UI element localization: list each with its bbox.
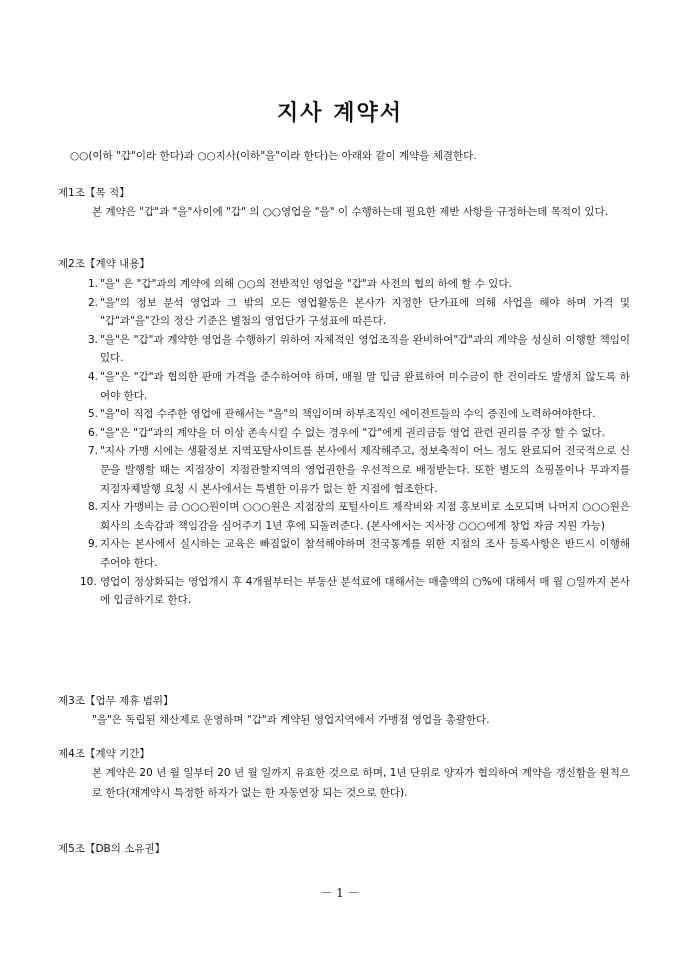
item-text: 지사는 본사에서 실시하는 교육은 빠짐없이 참석해야하며 전국통계를 위한 지점의 조사 등록사항은 반드시 이행해 주어야 한다. <box>100 538 630 569</box>
list-item <box>58 275 630 294</box>
item-number: 4. <box>88 370 99 383</box>
article-4-heading: 제4조【계약 기간】 <box>58 748 150 760</box>
article-3-heading: 제3조【업무 제휴 범위】 <box>58 695 174 707</box>
article-5 <box>58 840 630 858</box>
item-text: "을"의 정보 분석 영업과 그 밖의 모든 영업활동은 본사가 지정한 단가표에 의해 사업을 해야 하며 가격 및 "갑"과"을"간의 정산 기준은 별첨의 영업단가 구성표에 따른다. <box>100 296 630 328</box>
list-item <box>58 331 630 368</box>
list-item <box>58 573 630 610</box>
item-number: 2. <box>88 296 99 309</box>
list-item <box>58 424 630 443</box>
document-title: 지사 계약서 <box>277 101 403 126</box>
list-item <box>58 294 630 331</box>
item-text: "을"은 "갑"과 계약한 영업을 수행하기 위하여 자체적인 영업조직을 완비하여"갑"과의 계약을 성실히 이행할 책임이 있다. <box>100 333 630 365</box>
list-item <box>58 498 630 535</box>
list-item <box>58 535 630 572</box>
article-4-text: 본 계약은 20 년 월 일부터 20 년 월 일까지 유효한 것으로 하며, 1년 단위로 양자가 협의하여 계약을 갱신함을 원칙으로 한다(재계약시 특정한 하자가 없는 한 자동연장 되는 것으로 한다). <box>92 767 630 799</box>
item-text: "을"은 "갑"과의 계약을 더 이상 존속시킬 수 없는 경우에 "갑"에게 권리금등 영업 관련 권리를 주장 할 수 없다. <box>100 426 605 439</box>
item-text: "을" 은 "갑"과의 계약에 의해 ○○의 전반적인 영업을 "갑"과 사전의 협의 하에 할 수 있다. <box>100 278 512 290</box>
page-number: － 1 － <box>320 886 360 900</box>
list-item <box>58 368 630 405</box>
article-5-heading: 제5조【DB의 소유권】 <box>58 843 166 855</box>
item-number: 3. <box>88 333 99 346</box>
article-1-text: 본 계약은 "갑"과 "을"사이에 "갑" 의 ○○영업을 "을" 이 수행하는데 필요한 제반 사항을 규정하는데 목적이 있다. <box>92 206 609 218</box>
article-2-heading: 제2조【계약 내용】 <box>58 258 150 270</box>
list-item <box>58 405 630 424</box>
item-text: 영업이 정상화되는 영업개시 후 4개월부터는 부동산 분석료에 대해서는 매출액의 ○%에 대해서 매 월 ○일까지 본사에 입금하기로 한다. <box>100 575 630 607</box>
item-text: "지사 가맹 시에는 생활정보 지역포탈사이트를 본사에서 제작해주고, 정보축적이 어느 정도 완료되어 전국적으로 신문을 발행할 때는 지점장이 지점관할지역의 영업권한을 우선적으로 배정받는다. 또한 별도의 쇼핑몰이나 무과지를 지점자체발행 요청 시 본사에서는 특별한 이유가 없는 한 지점에 협조한다. <box>100 445 630 495</box>
article-4 <box>58 745 630 803</box>
item-number: 6. <box>88 426 99 439</box>
item-number: 7. <box>88 445 99 458</box>
article-3-text: "을"은 독립된 채산제로 운영하며 "갑"과 계약된 영업지역에서 가맹점 영업을 총괄한다. <box>92 714 490 726</box>
list-item <box>58 442 630 498</box>
article-1-heading: 제1조【목 적】 <box>58 187 130 199</box>
item-number: 9. <box>88 538 99 551</box>
article-2-list <box>58 275 630 610</box>
item-text: "을"은 "갑"과 협의한 판매 가격을 준수하여야 하며, 매월 말 입금 완료하여 미수금이 한 건이라도 발생치 않도록 하여야 한다. <box>100 370 630 402</box>
item-number: 10. <box>80 575 97 588</box>
article-1 <box>58 184 630 222</box>
item-number: 1. <box>88 278 99 290</box>
article-2 <box>58 255 630 610</box>
item-number: 8. <box>88 501 99 514</box>
item-number: 5. <box>88 408 99 421</box>
article-3 <box>58 692 630 730</box>
item-text: 지사 가맹비는 금 ○○○원이며 ○○○원은 지점장의 포털사이트 제작비와 지점 홍보비로 소모되며 나머지 ○○○원은 회사의 소속감과 책임감을 심어주기 1년 후에 되돌려준다. (본사에서는 지사장 ○○○에게 창업 자금 지원 가능) <box>100 501 630 532</box>
item-text: "을"이 직접 수주한 영업에 관해서는 "을"의 책임이며 하부조직인 에이젼트들의 수익 증진에 노력하여야한다. <box>100 408 596 421</box>
intro-paragraph: ○○(이하 "갑"이라 한다)과 ○○지사(이하"을"이라 한다)는 아래와 같이 계약을 체결한다. <box>70 150 477 162</box>
